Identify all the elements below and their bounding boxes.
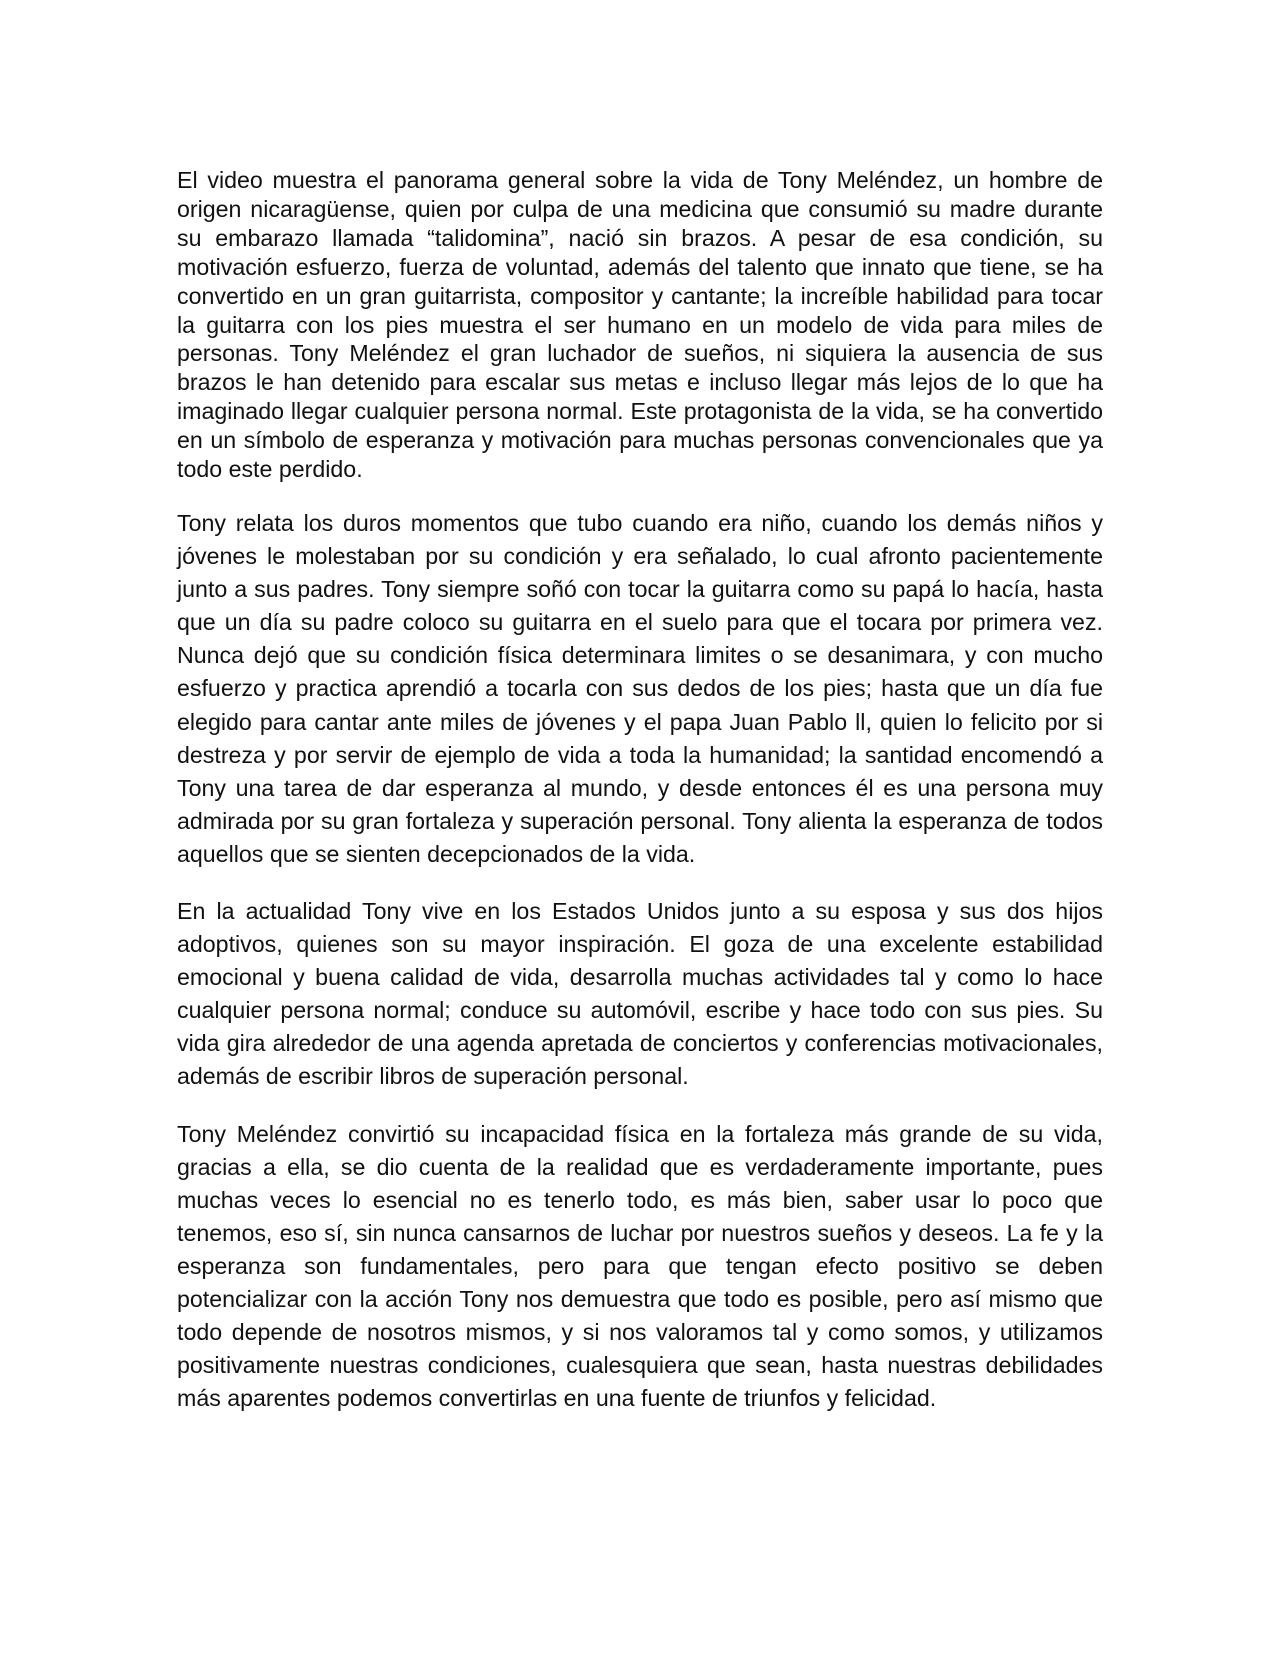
paragraph-4: Tony Meléndez convirtió su incapacidad física en la fortaleza más grande de su vida, gracias a ella, se dio cuenta de la realidad que es verdaderamente importante, pues muchas veces lo esencial no es tenerlo todo, es más bien, saber usar lo poco que tenemos, eso sí, sin nunca cansarnos de luchar por nuestros sueños y deseos. La fe y la esperanza son fundamentales, pero para que tengan efecto positivo se deben potencializar con la acción Tony nos demuestra que todo es posible, pero así mismo que todo depende de nosotros mismos, y si nos valoramos tal y como somos, y utilizamos positivamente nuestras condiciones, cualesquiera que sean, hasta nuestras debilidades más aparentes podemos convertirlas en una fuente de triunfos y felicidad.: [177, 1120, 1103, 1412]
paragraph-3: En la actualidad Tony vive en los Estados Unidos junto a su esposa y sus dos hijos adoptivos, quienes son su mayor inspiración. El goza de una excelente estabilidad emocional y buena calidad de vida, desarrolla muchas actividades tal y como lo hace cualquier persona normal; conduce su automóvil, escribe y hace todo con sus pies. Su vida gira alrededor de una agenda apretada de conciertos y conferencias motivacionales, además de escribir libros de superación personal.: [177, 898, 1103, 1090]
paragraph-2: Tony relata los duros momentos que tubo cuando era niño, cuando los demás niños y jóvenes le molestaban por su condición y era señalado, lo cual afronto pacientemente junto a sus padres. Tony siempre soñó con tocar la guitarra como su papá lo hacía, hasta que un día su padre coloco su guitarra en el suelo para que el tocara por primera vez. Nunca dejó que su condición física determinara limites o se desanimara, y con mucho esfuerzo y practica aprendió a tocarla con sus dedos de los pies; hasta que un día fue elegido para cantar ante miles de jóvenes y el papa Juan Pablo ll, quien lo felicito por si destreza y por servir de ejemplo de vida a toda la humanidad; la santidad encomendó a Tony una tarea de dar esperanza al mundo, y desde entonces él es una persona muy admirada por su gran fortaleza y superación personal. Tony alienta la esperanza de todos aquellos que se sienten decepcionados de la vida.: [177, 509, 1103, 867]
document-page: [177, 166, 1103, 1415]
paragraph-1: El video muestra el panorama general sobre la vida de Tony Meléndez, un hombre de origen nicaragüense, quien por culpa de una medicina que consumió su madre durante su embarazo llamada “talidomina”, nació sin brazos. A pesar de esa condición, su motivación esfuerzo, fuerza de voluntad, además del talento que innato que tiene, se ha convertido en un gran guitarrista, compositor y cantante; la increíble habilidad para tocar la guitarra con los pies muestra el ser humano en un modelo de vida para miles de personas. Tony Meléndez el gran luchador de sueños, ni siquiera la ausencia de sus brazos le han detenido para escalar sus metas e incluso llegar más lejos de lo que ha imaginado llegar cualquier persona normal. Este protagonista de la vida, se ha convertido en un símbolo de esperanza y motivación para muchas personas convencionales que ya todo este perdido.: [177, 167, 1103, 483]
